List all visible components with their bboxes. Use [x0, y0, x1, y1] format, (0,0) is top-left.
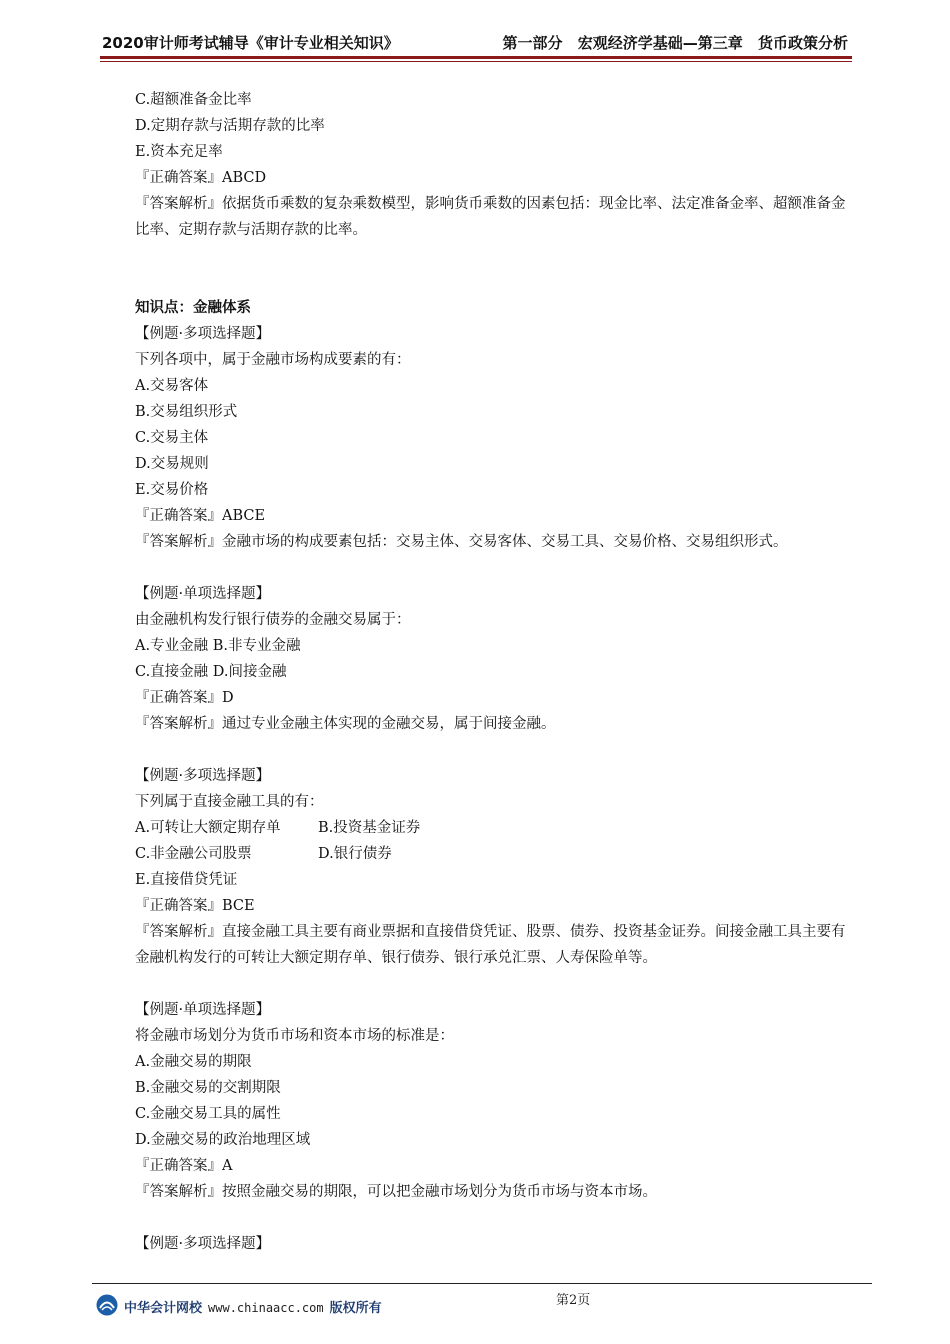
options-cd: C.直接金融 D.间接金融 [135, 664, 287, 680]
question-stem: 下列属于直接金融工具的有： [135, 794, 324, 810]
correct-answer: 『正确答案』BCE [135, 898, 255, 914]
question-tag: 【例题·多项选择题】 [135, 768, 271, 784]
footer-rule [92, 1283, 872, 1284]
footer-brand-line [124, 1297, 382, 1316]
option-a: A.可转让大额定期存单 [135, 820, 281, 836]
option-c: C.非金融公司股票 [135, 846, 252, 862]
question-stem: 将金融市场划分为货币市场和资本市场的标准是： [135, 1028, 454, 1044]
answer-analysis: 『答案解析』通过专业金融主体实现的金融交易，属于间接金融。 [135, 716, 556, 732]
option-a: A.金融交易的期限 [135, 1054, 252, 1070]
question-stem: 由金融机构发行银行债券的金融交易属于： [135, 612, 411, 628]
option-b: B.投资基金证券 [318, 820, 421, 836]
page-number: 第2页 [556, 1293, 591, 1308]
answer-analysis: 『答案解析』按照金融交易的期限，可以把金融市场划分为货币市场与资本市场。 [135, 1184, 657, 1200]
answer-analysis: 『答案解析』金融市场的构成要素包括：交易主体、交易客体、交易工具、交易价格、交易组织形式。 [135, 534, 788, 550]
options-row-2 [135, 841, 855, 867]
header-rule-thin [100, 61, 852, 62]
option-b: B.交易组织形式 [135, 404, 238, 420]
answer-analysis: 『答案解析』直接金融工具主要有商业票据和直接借贷凭证、股票、债券、投资基金证券。间接金融工具主要有金融机构发行的可转让大额定期存单、银行债券、银行承兑汇票、人寿保险单等。 [135, 924, 846, 966]
question-stem: 下列各项中，属于金融市场构成要素的有： [135, 352, 411, 368]
section-title: 知识点：金融体系 [135, 300, 251, 316]
question-tag: 【例题·多项选择题】 [135, 1236, 271, 1252]
option-a: A.交易客体 [135, 378, 209, 394]
option-d: D.定期存款与活期存款的比率 [135, 118, 325, 134]
question-tag: 【例题·单项选择题】 [135, 586, 271, 602]
question-tag: 【例题·单项选择题】 [135, 1002, 271, 1018]
options-ab: A.专业金融 B.非专业金融 [135, 638, 301, 654]
correct-answer: 『正确答案』ABCD [135, 170, 267, 186]
option-e: E.交易价格 [135, 482, 209, 498]
option-d: D.交易规则 [135, 456, 209, 472]
footer-url[interactable]: www.chinaacc.com [208, 1301, 324, 1315]
question-tag: 【例题·多项选择题】 [135, 326, 271, 342]
option-b: B.金融交易的交割期限 [135, 1080, 281, 1096]
option-c: C.超额准备金比率 [135, 92, 252, 108]
page-content [135, 87, 855, 1257]
option-e: E.直接借贷凭证 [135, 872, 238, 888]
header-rule-thick [100, 56, 852, 59]
option-e: E.资本充足率 [135, 144, 223, 160]
option-d: D.金融交易的政治地理区域 [135, 1132, 311, 1148]
correct-answer: 『正确答案』D [135, 690, 234, 706]
page-header [100, 30, 852, 54]
header-chapter-title: 第一部分 宏观经济学基础—第三章 货币政策分析 [502, 34, 848, 52]
option-c: C.金融交易工具的属性 [135, 1106, 281, 1122]
correct-answer: 『正确答案』A [135, 1158, 233, 1174]
answer-analysis: 『答案解析』依据货币乘数的复杂乘数模型，影响货币乘数的因素包括：现金比率、法定准备金率、超额准备金比率、定期存款与活期存款的比率。 [135, 196, 846, 238]
options-row-1 [135, 815, 855, 841]
correct-answer: 『正确答案』ABCE [135, 508, 266, 524]
header-book-title: 2020审计师考试辅导《审计专业相关知识》 [102, 34, 399, 52]
footer-brand: 中华会计网校 [124, 1301, 203, 1316]
option-c: C.交易主体 [135, 430, 209, 446]
option-d: D.银行债券 [318, 846, 392, 862]
chinaacc-logo-icon [96, 1294, 118, 1316]
footer-rights: 版权所有 [329, 1301, 382, 1316]
